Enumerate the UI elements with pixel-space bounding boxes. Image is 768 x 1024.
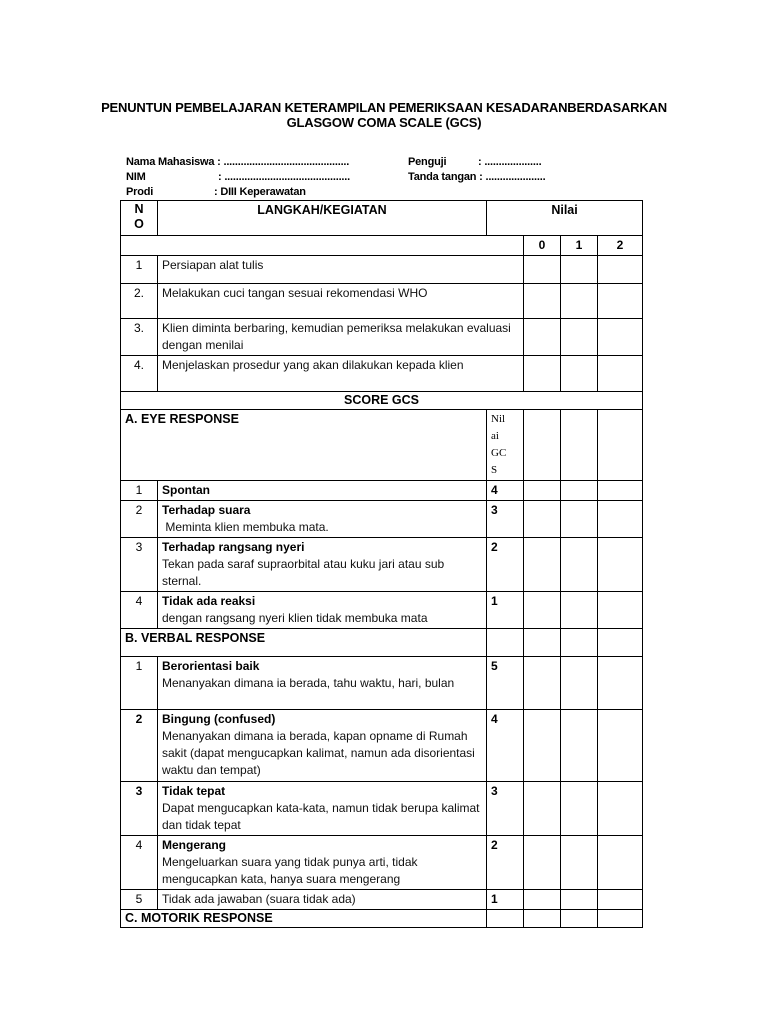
step-number: 4. [121,356,158,392]
score-col-1: 1 [561,236,598,256]
item-title: Tidak tepat [162,784,226,798]
score-cell-0[interactable] [524,256,561,284]
item-desc: Tidak ada jawaban (suara tidak ada) [158,890,487,910]
step-number: 1 [121,256,158,284]
score-cell-0[interactable] [524,782,561,836]
score-col-2: 2 [598,236,643,256]
score-cell-0[interactable] [524,284,561,319]
score-cell-1[interactable] [561,657,598,710]
item-number: 1 [121,481,158,501]
score-cell-2[interactable] [598,782,643,836]
score-cell-0[interactable] [524,319,561,356]
score-cell-1[interactable] [561,836,598,890]
item-cell [158,782,487,836]
item-title: Berorientasi baik [162,659,260,673]
score-cell-1[interactable] [561,319,598,356]
motorik-header-row [121,910,643,928]
item-cell [158,592,487,629]
item-number: 1 [121,657,158,710]
verbal-header-row [121,629,643,657]
table-row [121,782,643,836]
prodi-value: : DIII Keperawatan [214,186,306,198]
penguji-value: : .................... [478,156,542,168]
nim-value: : ............................................ [218,171,350,183]
score-cell-1[interactable] [561,356,598,392]
score-cell-1[interactable] [561,782,598,836]
item-desc: Mengeluarkan suara yang tidak punya arti, tidak mengucapkan kata, hanya suara mengerang [162,855,418,886]
table-row [121,890,643,910]
table-row [121,356,643,392]
item-number: 3 [121,538,158,592]
document-title-line1: PENUNTUN PEMBELAJARAN KETERAMPILAN PEMERIKSAAN KESADARANBERDASARKAN [101,100,667,115]
prodi-label: Prodi [126,186,154,198]
gcs-score: 1 [487,890,524,910]
gcs-score: 4 [487,710,524,782]
blank-cell [487,910,524,928]
blank-cell [598,629,643,657]
item-desc: Dapat mengucapkan kata-kata, namun tidak berupa kalimat dan tidak tepat [162,801,480,832]
score-cell-2[interactable] [598,836,643,890]
item-cell [158,836,487,890]
col-no-header: N O [121,201,158,236]
score-header-row [121,236,643,256]
gcs-score: 5 [487,657,524,710]
score-cell-1[interactable] [561,256,598,284]
score-cell-2[interactable] [598,710,643,782]
table-row [121,538,643,592]
item-desc: Menanyakan dimana ia berada, tahu waktu, hari, bulan [162,676,455,690]
table-row [121,501,643,538]
gcs-score: 2 [487,538,524,592]
score-cell-2[interactable] [598,538,643,592]
table-row [121,319,643,356]
table-row [121,710,643,782]
blank-cell [524,410,561,481]
score-gcs-title: SCORE GCS [121,392,643,410]
table-row [121,657,643,710]
score-cell-2[interactable] [598,356,643,392]
score-cell-0[interactable] [524,890,561,910]
step-number: 3. [121,319,158,356]
table-row [121,481,643,501]
item-cell [158,501,487,538]
score-cell-2[interactable] [598,481,643,501]
item-title: Spontan [158,481,487,501]
score-cell-1[interactable] [561,890,598,910]
score-gcs-row [121,392,643,410]
score-cell-0[interactable] [524,710,561,782]
item-desc: Menanyakan dimana ia berada, kapan opname di Rumah sakit (dapat mengucapkan kalimat, namun ada disorientasi waktu dan tempat) [162,729,475,777]
score-cell-1[interactable] [561,592,598,629]
score-col-0: 0 [524,236,561,256]
item-desc: Tekan pada saraf supraorbital atau kuku jari atau sub sternal. [162,557,445,588]
item-title: Tidak ada reaksi [162,594,256,608]
step-text: Klien diminta berbaring, kemudian pemeriksa melakukan evaluasi dengan menilai [158,319,524,356]
tanda-tangan-field: Tanda tangan : ..................... [408,171,546,183]
item-number: 3 [121,782,158,836]
item-title: Terhadap rangsang nyeri [162,540,305,554]
item-cell [158,710,487,782]
gcs-score: 2 [487,836,524,890]
blank-cell [524,910,561,928]
item-title: Bingung (confused) [162,712,276,726]
penguji-label: Penguji [408,156,447,168]
item-desc: Meminta klien membuka mata. [162,520,329,534]
score-cell-0[interactable] [524,836,561,890]
score-cell-2[interactable] [598,592,643,629]
score-cell-0[interactable] [524,481,561,501]
gcs-score: 4 [487,481,524,501]
table-row [121,256,643,284]
motorik-response-header: C. MOTORIK RESPONSE [121,910,487,928]
table-row [121,836,643,890]
item-cell [158,538,487,592]
score-cell-2[interactable] [598,319,643,356]
assessment-table [120,200,643,928]
score-cell-2[interactable] [598,284,643,319]
blank-cell [561,629,598,657]
item-title: Terhadap suara [162,503,251,517]
score-cell-0[interactable] [524,592,561,629]
table-row [121,592,643,629]
score-cell-2[interactable] [598,501,643,538]
table-header-row [121,201,643,236]
item-title: Mengerang [162,838,227,852]
score-cell-2[interactable] [598,256,643,284]
verbal-response-header: B. VERBAL RESPONSE [121,629,487,657]
score-cell-1[interactable] [561,538,598,592]
blank-cell [121,236,524,256]
step-number: 2. [121,284,158,319]
item-number: 2 [121,501,158,538]
blank-cell [561,910,598,928]
score-cell-0[interactable] [524,657,561,710]
blank-cell [561,410,598,481]
item-number: 4 [121,836,158,890]
col-nilai-header: Nilai [487,201,643,236]
item-number: 5 [121,890,158,910]
score-cell-1[interactable] [561,501,598,538]
score-cell-0[interactable] [524,538,561,592]
blank-cell [598,910,643,928]
item-number: 4 [121,592,158,629]
blank-cell [524,629,561,657]
step-text: Persiapan alat tulis [158,256,524,284]
score-cell-2[interactable] [598,657,643,710]
gcs-score: 1 [487,592,524,629]
blank-cell [598,410,643,481]
score-cell-0[interactable] [524,356,561,392]
nilai-gcs-header: Nil ai GC S [487,410,524,481]
item-desc: dengan rangsang nyeri klien tidak membuka mata [162,611,428,625]
score-cell-1[interactable] [561,710,598,782]
score-cell-1[interactable] [561,284,598,319]
table-row [121,284,643,319]
step-text: Melakukan cuci tangan sesuai rekomendasi WHO [158,284,524,319]
step-text: Menjelaskan prosedur yang akan dilakukan kepada klien [158,356,524,392]
score-cell-1[interactable] [561,481,598,501]
gcs-score: 3 [487,501,524,538]
item-number: 2 [121,710,158,782]
nama-mahasiswa-field: Nama Mahasiswa : ............................................ [126,156,350,168]
score-cell-0[interactable] [524,501,561,538]
item-cell [158,657,487,710]
document-title-line2: GLASGOW COMA SCALE (GCS) [286,115,482,130]
eye-header-row [121,410,643,481]
col-langkah-header: LANGKAH/KEGIATAN [158,201,487,236]
nim-label: NIM [126,171,146,183]
eye-response-header: A. EYE RESPONSE [121,410,487,481]
blank-cell [487,629,524,657]
gcs-score: 3 [487,782,524,836]
score-cell-2[interactable] [598,890,643,910]
